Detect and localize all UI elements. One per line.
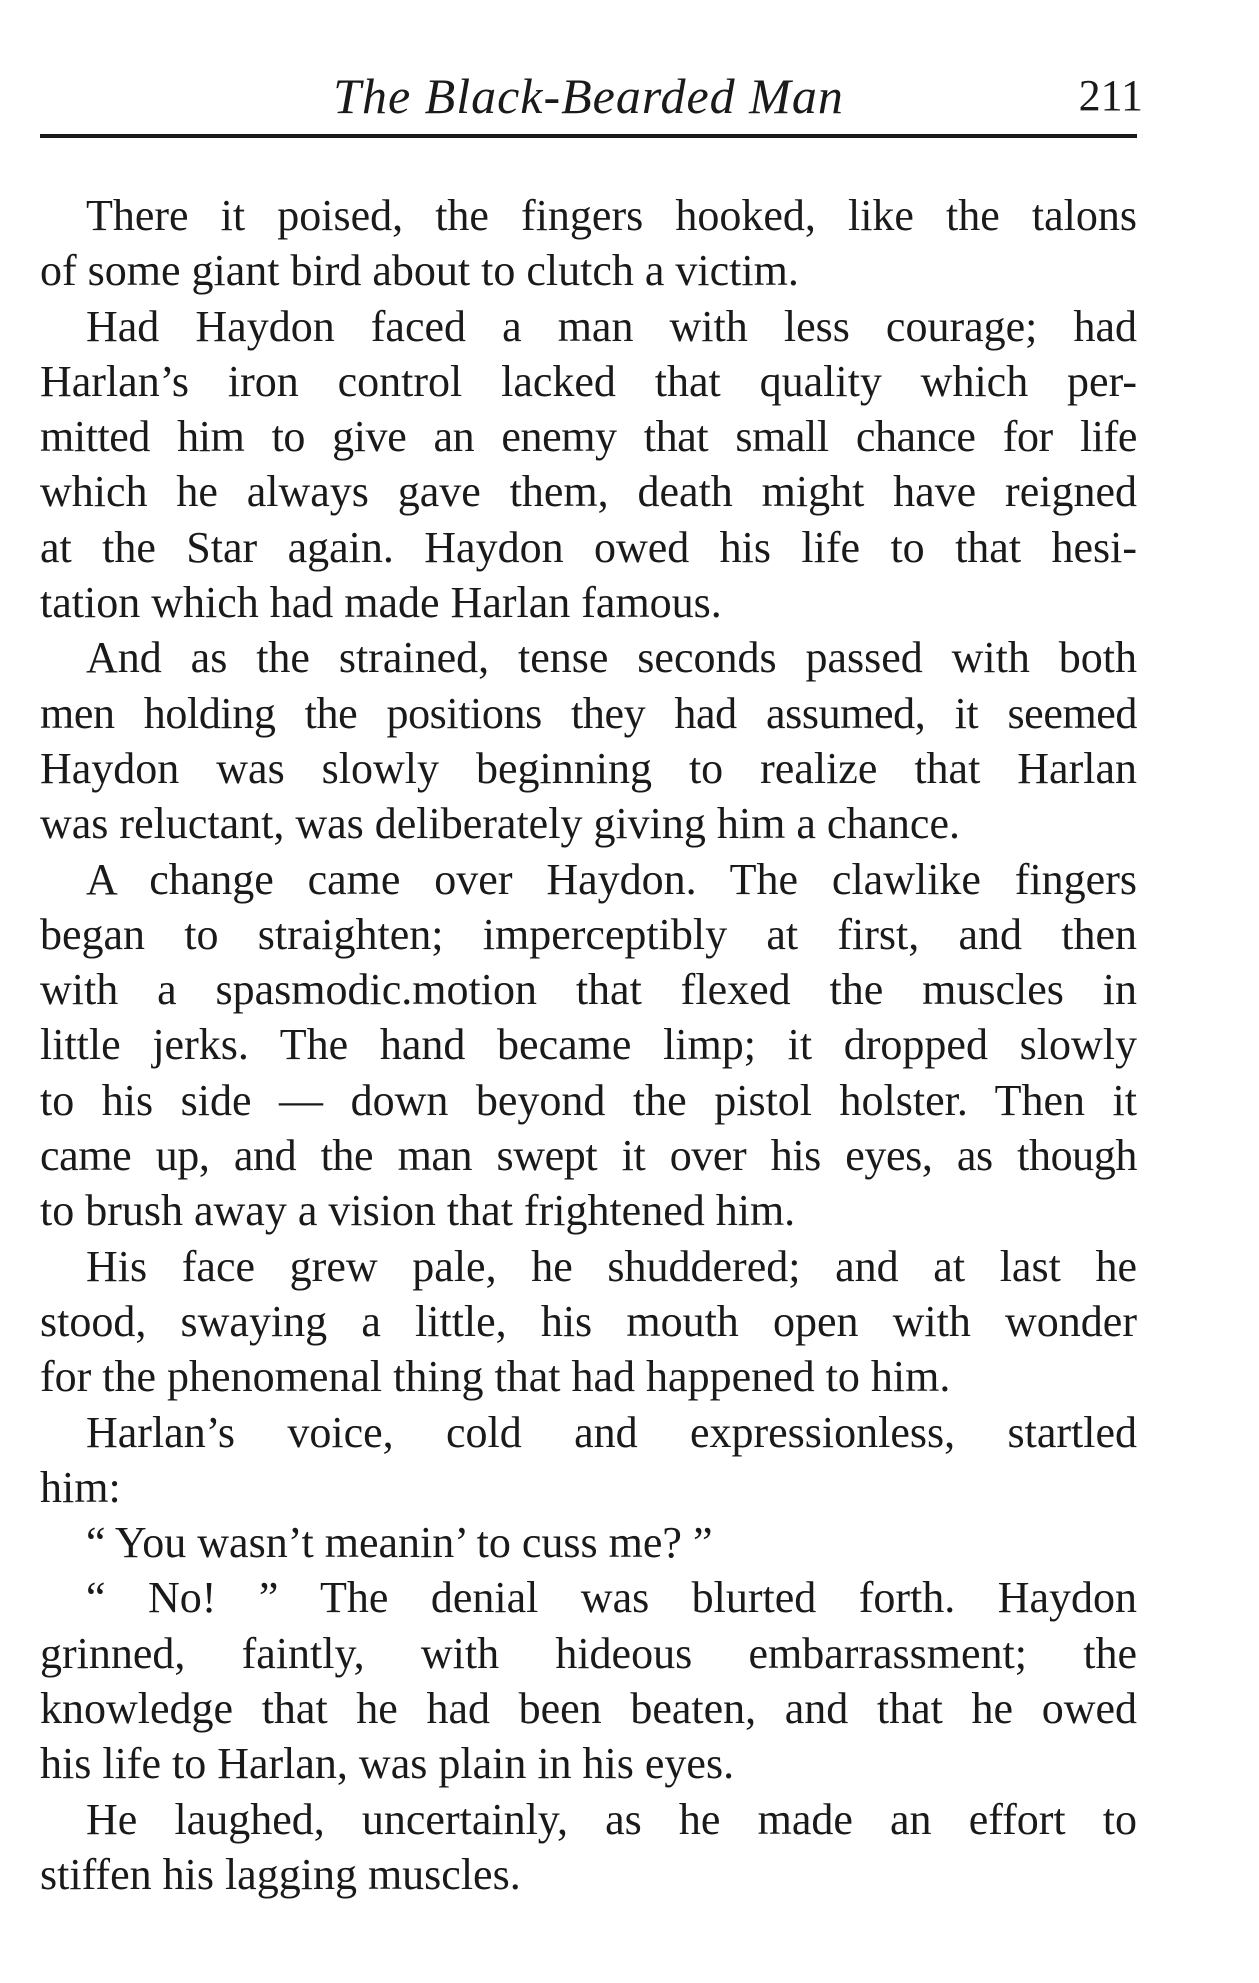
text-line: And as the strained, tense seconds passed with both [86, 633, 1137, 683]
text-line: men holding the positions they had assumed, it seemed [40, 688, 1137, 738]
text-line: knowledge that he had been beaten, and that he owed [40, 1684, 1137, 1734]
text-line: his life to Harlan, was plain in his eyes. [40, 1739, 735, 1789]
text-line: Haydon was slowly beginning to realize that Harlan [40, 743, 1137, 793]
text-line: to brush away a vision that frightened him. [40, 1186, 796, 1236]
text-line: him: [40, 1462, 121, 1512]
text-line: grinned, faintly, with hideous embarrassment; the [40, 1628, 1137, 1678]
text-line: to his side — down beyond the pistol holster. Then it [40, 1075, 1137, 1125]
text-line: mitted him to give an enemy that small chance for life [40, 412, 1137, 462]
text-line: was reluctant, was deliberately giving him a chance. [40, 799, 960, 849]
text-line: came up, and the man swept it over his eyes, as though [40, 1131, 1137, 1181]
body-text [40, 188, 1137, 1902]
text-line: for the phenomenal thing that had happened to him. [40, 1352, 951, 1402]
page-number: 211 [1078, 71, 1143, 120]
text-line: His face grew pale, he shuddered; and at last he [86, 1241, 1137, 1291]
text-line: with a spasmodic.motion that flexed the muscles in [40, 965, 1137, 1015]
text-line: of some giant bird about to clutch a victim. [40, 246, 799, 296]
text-line: at the Star again. Haydon owed his life to that hesi- [40, 522, 1137, 572]
text-line: Harlan’s voice, cold and expressionless, startled [86, 1407, 1137, 1457]
text-line: little jerks. The hand became limp; it dropped slowly [40, 1020, 1137, 1070]
header-rule [40, 134, 1137, 138]
text-line: which he always gave them, death might have reigned [40, 467, 1137, 517]
text-line: Harlan’s iron control lacked that quality which per- [40, 356, 1137, 406]
text-line: stood, swaying a little, his mouth open with wonder [40, 1296, 1137, 1346]
running-title: The Black-Bearded Man [333, 68, 844, 124]
text-line: A change came over Haydon. The clawlike fingers [86, 854, 1137, 904]
text-line: began to straighten; imperceptibly at first, and then [40, 909, 1137, 959]
text-line: “ No! ” The denial was blurted forth. Haydon [86, 1573, 1137, 1623]
running-head [40, 58, 1143, 128]
text-line: Had Haydon faced a man with less courage; had [86, 301, 1137, 351]
text-line: “ You wasn’t meanin’ to cuss me? ” [86, 1518, 713, 1568]
text-line: tation which had made Harlan famous. [40, 578, 722, 628]
text-line: stiffen his lagging muscles. [40, 1849, 521, 1899]
text-line: There it poised, the fingers hooked, like the talons [86, 191, 1137, 240]
text-line: He laughed, uncertainly, as he made an effort to [86, 1794, 1137, 1844]
